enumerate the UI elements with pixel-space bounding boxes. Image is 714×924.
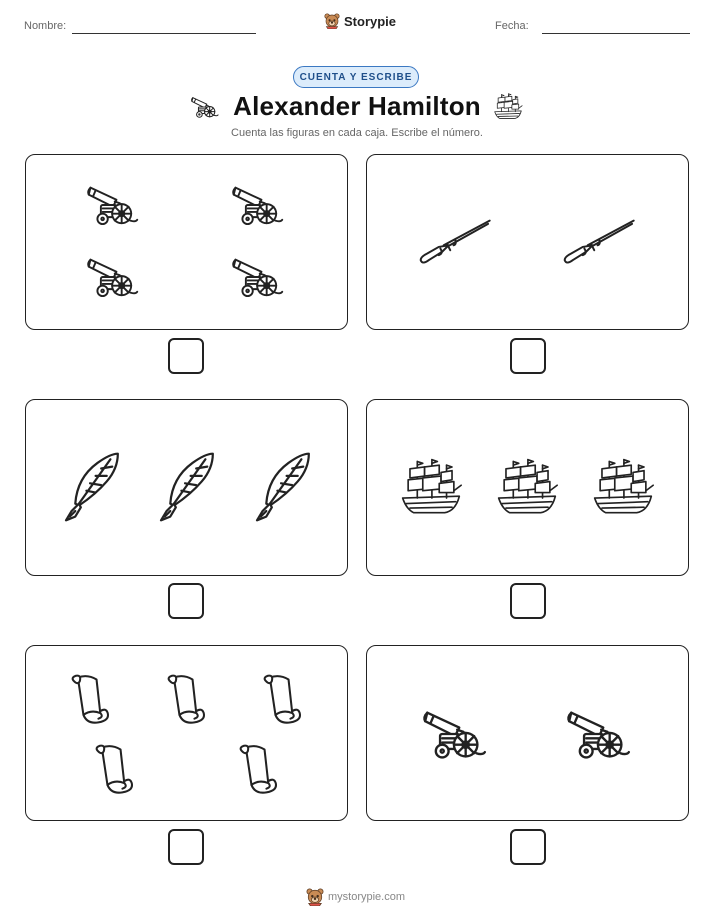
answer-box[interactable]	[510, 338, 546, 374]
answer-box[interactable]	[168, 583, 204, 619]
answer-box[interactable]	[168, 338, 204, 374]
instructions: Cuenta las figuras en cada caja. Escribe el número.	[231, 127, 483, 139]
name-line[interactable]	[72, 33, 256, 34]
counting-box-muskets	[366, 154, 689, 330]
quill-icon	[58, 450, 124, 524]
musket-icon	[419, 209, 493, 275]
answer-box[interactable]	[168, 829, 204, 865]
counting-box-scrolls	[25, 645, 348, 821]
answer-box[interactable]	[510, 829, 546, 865]
date-line[interactable]	[542, 33, 690, 34]
scroll-icon	[258, 672, 306, 728]
cannon-icon	[229, 179, 287, 231]
counting-box-ships	[366, 399, 689, 576]
ship-icon	[493, 92, 523, 122]
answer-box[interactable]	[510, 583, 546, 619]
quill-icon	[249, 450, 315, 524]
ship-icon	[399, 456, 463, 520]
name-label: Nombre:	[24, 20, 67, 32]
cannon-icon	[84, 179, 142, 231]
footer-site[interactable]: mystorypie.com	[328, 891, 406, 903]
ship-icon	[591, 456, 655, 520]
scroll-icon	[234, 742, 282, 798]
date-label: Fecha:	[495, 20, 529, 32]
cannon-icon	[84, 251, 142, 303]
ship-icon	[495, 456, 559, 520]
brand-name: Storypie	[344, 13, 397, 29]
quill-icon	[153, 450, 219, 524]
counting-box-cannons	[25, 154, 348, 330]
counting-box-quills	[25, 399, 348, 576]
cannon-icon	[229, 251, 287, 303]
page-title: Alexander Hamilton	[233, 91, 481, 121]
cannon-icon	[563, 702, 635, 766]
scroll-icon	[90, 742, 138, 798]
scroll-icon	[66, 672, 114, 728]
footer	[306, 888, 405, 906]
activity-badge: CUENTA Y ESCRIBE	[293, 66, 419, 88]
counting-box-cannons-2	[366, 645, 689, 821]
bear-mascot-icon	[324, 13, 340, 29]
musket-icon	[563, 209, 637, 275]
scroll-icon	[162, 672, 210, 728]
bear-mascot-icon	[306, 888, 324, 906]
cannon-icon	[419, 702, 491, 766]
brand-logo	[324, 13, 396, 29]
